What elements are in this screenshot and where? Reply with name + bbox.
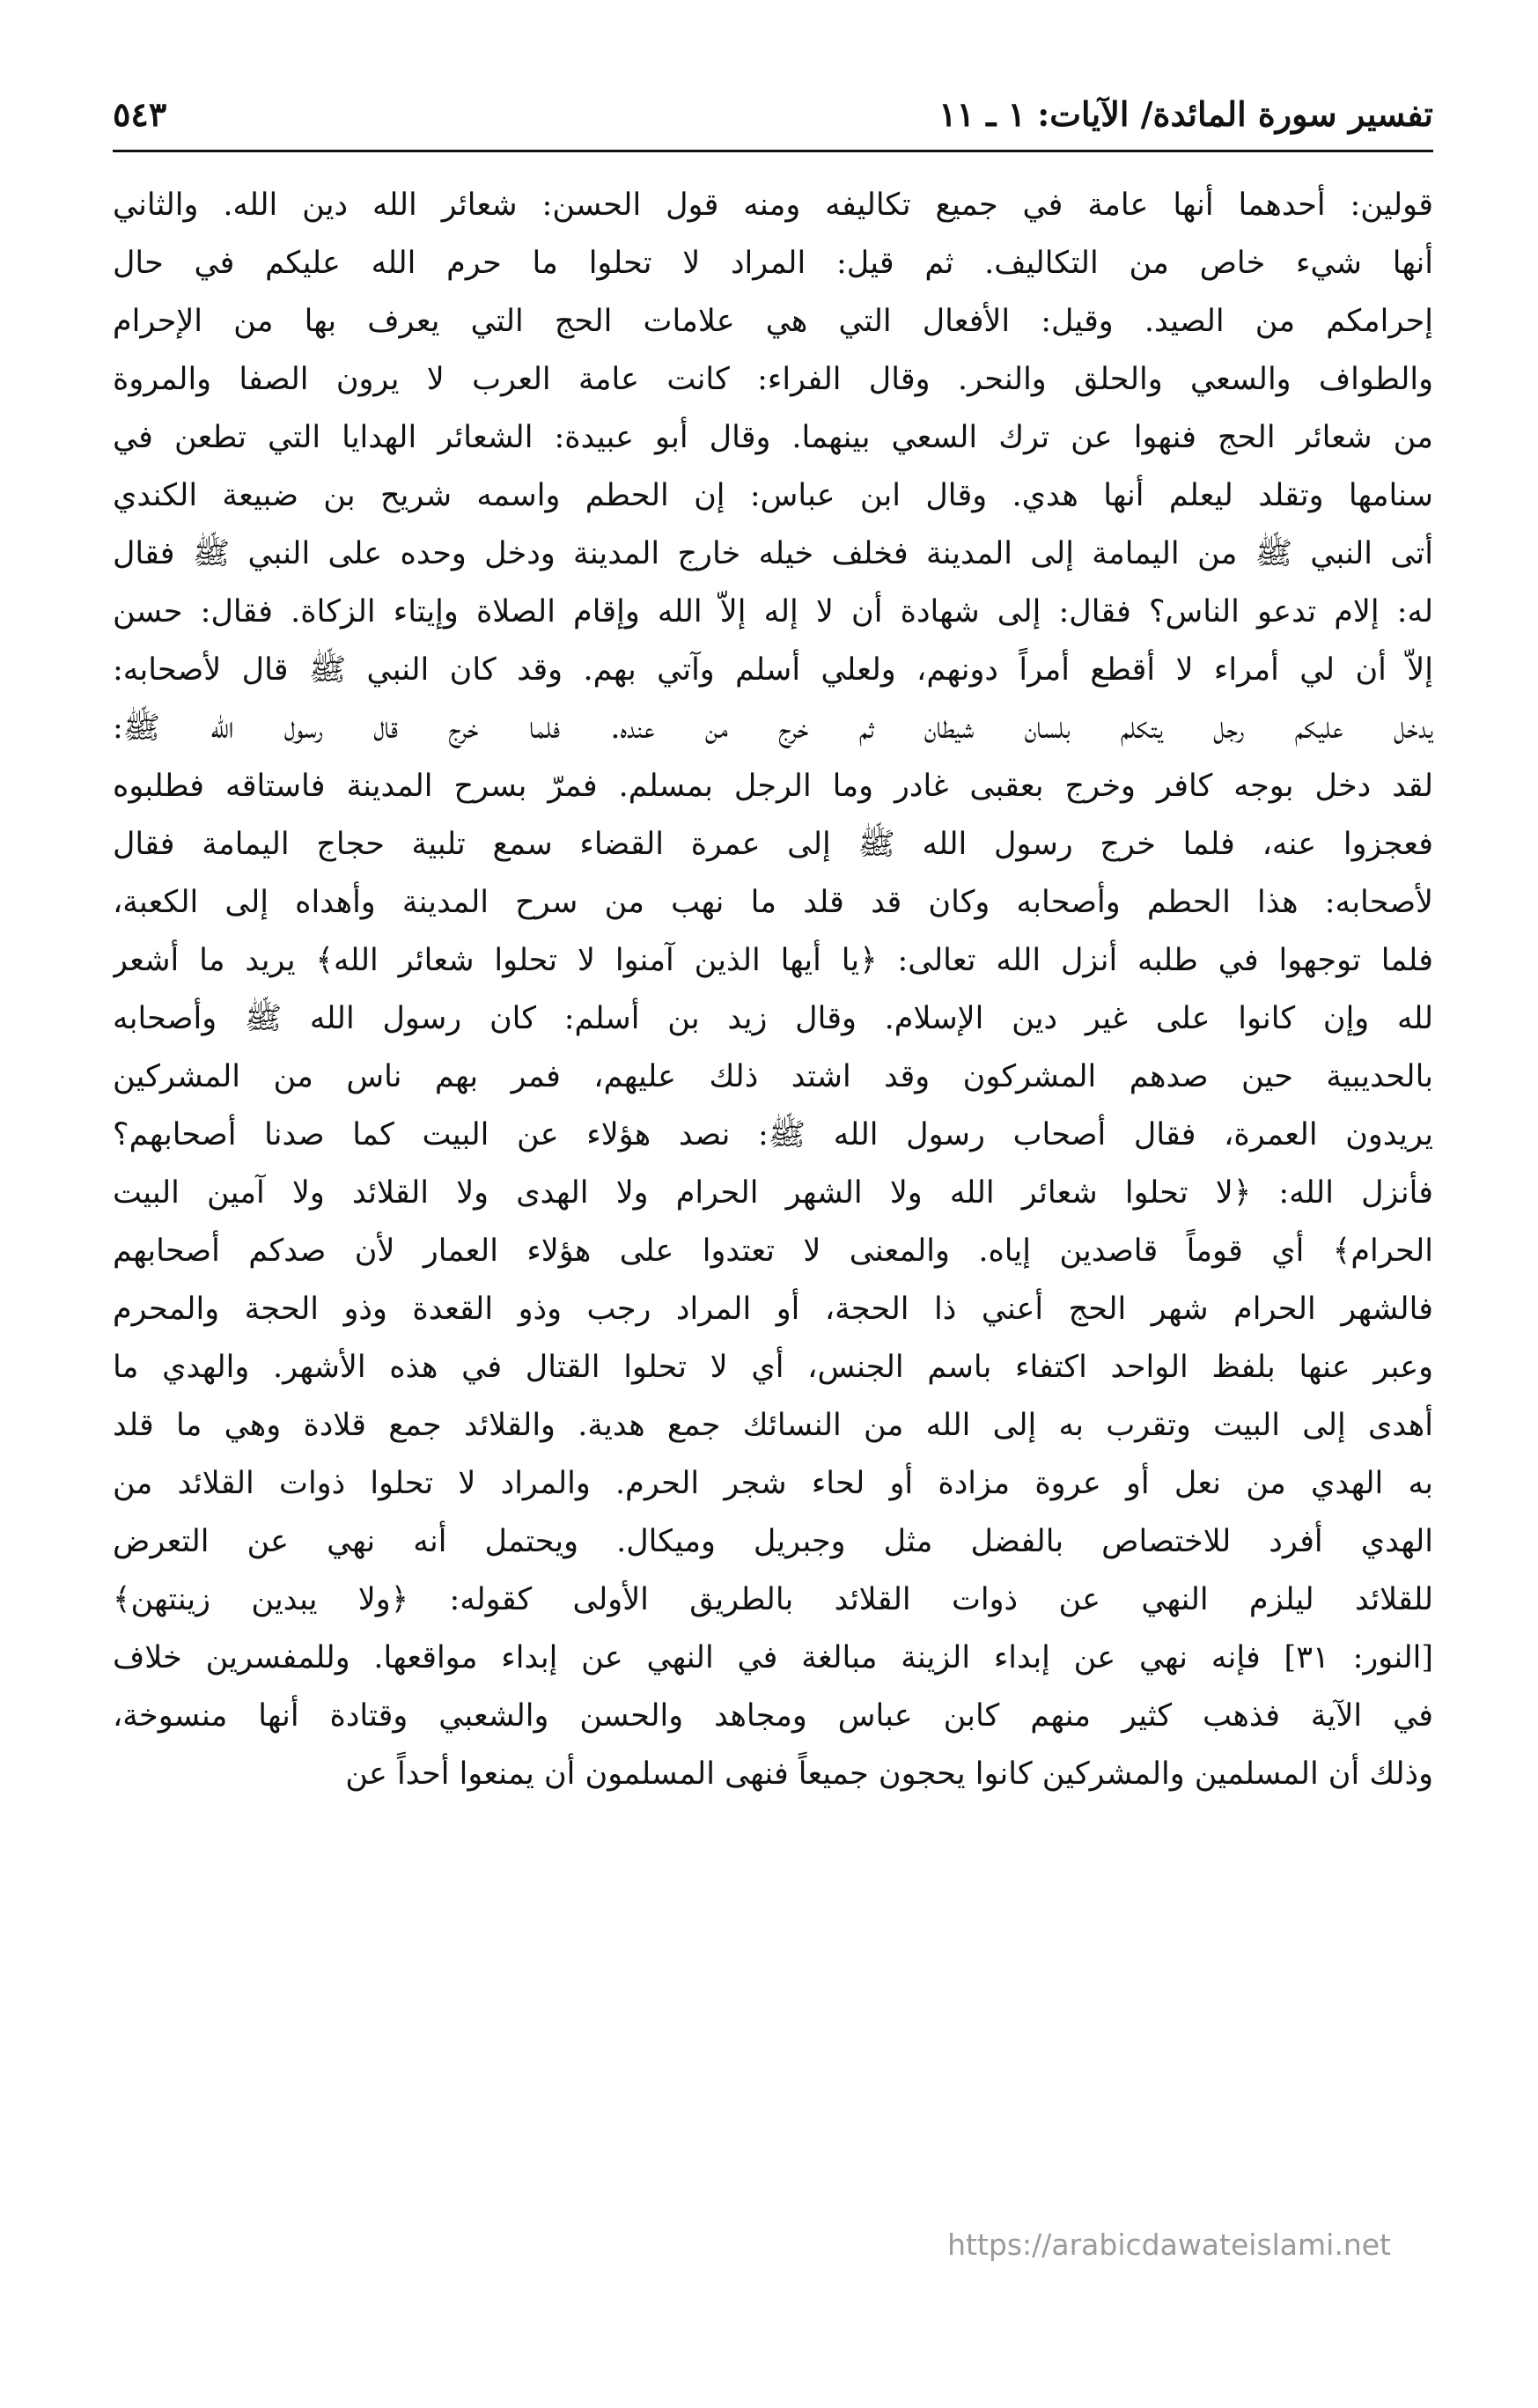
text-line: سنامها وتقلد ليعلم أنها هدي. وقال ابن عباس: إن الحطم واسمه شريح بن ضبيعة الكندي xyxy=(113,478,1433,513)
text-line: وذلك أن المسلمين والمشركين كانوا يحجون جميعاً فنهى المسلمون أن يمنعوا أحداً عن xyxy=(345,1756,1433,1792)
text-line: به الهدي من نعل أو عروة مزادة أو لحاء شجر الحرم. والمراد لا تحلوا ذوات القلائد من xyxy=(113,1466,1433,1501)
text-line: للقلائد ليلزم النهي عن ذوات القلائد بالطريق الأولى كقوله: ﴿ولا يبدين زينتهن﴾ xyxy=(113,1582,1433,1617)
text-line: بالحديبية حين صدهم المشركون وقد اشتد ذلك عليهم، فمر بهم ناس من المشركين xyxy=(113,1059,1433,1094)
text-line: لله وإن كانوا على غير دين الإسلام. وقال زيد بن أسلم: كان رسول الله ﷺ وأصحابه xyxy=(113,1001,1433,1036)
header-divider xyxy=(113,150,1433,152)
text-line: وعبر عنها بلفظ الواحد اكتفاء باسم الجنس، أي لا تحلوا القتال في هذه الأشهر. والهدي ما xyxy=(113,1350,1433,1385)
text-line: من شعائر الحج فنهوا عن ترك السعي بينهما. وقال أبو عبيدة: الشعائر الهدايا التي تطعن في xyxy=(113,420,1433,455)
body-text xyxy=(113,176,1433,1803)
text-line: أتى النبي ﷺ من اليمامة إلى المدينة فخلف خيله خارج المدينة ودخل وحده على النبي ﷺ فقال xyxy=(113,536,1433,571)
text-line: أنها شيء خاص من التكاليف. ثم قيل: المراد لا تحلوا ما حرم الله عليكم في حال xyxy=(113,246,1433,281)
text-line: في الآية فذهب كثير منهم كابن عباس ومجاهد والحسن والشعبي وقتادة أنها منسوخة، xyxy=(113,1698,1433,1734)
text-line: فالشهر الحرام شهر الحج أعني ذا الحجة، أو المراد رجب وذو القعدة وذو الحجة والمحرم xyxy=(113,1292,1433,1327)
text-line: [النور: ٣١] فإنه نهي عن إبداء الزينة مبالغة في النهي عن إبداء مواقعها. وللمفسرين خلاف xyxy=(113,1640,1433,1675)
text-line: يدخل عليكم رجل يتكلم بلسان شيطان ثم خرج من عنده. فلما خرج قال رسول الله ﷺ: xyxy=(113,711,1433,746)
running-title: تفسير سورة المائدة/ الآيات: ١ ـ ١١ xyxy=(938,94,1433,134)
page-header xyxy=(113,88,1433,141)
text-line: يريدون العمرة، فقال أصحاب رسول الله ﷺ: نصد هؤلاء عن البيت كما صدنا أصحابهم؟ xyxy=(113,1117,1433,1152)
text-line: له: إلام تدعو الناس؟ فقال: إلى شهادة أن لا إله إلاّ الله وإقام الصلاة وإيتاء الزكاة. فقال: حسن xyxy=(113,594,1433,630)
text-line: أهدى إلى البيت وتقرب به إلى الله من النسائك جمع هدية. والقلائد جمع قلادة وهي ما قلد xyxy=(113,1408,1433,1443)
text-line: فأنزل الله: ﴿لا تحلوا شعائر الله ولا الشهر الحرام ولا الهدى ولا القلائد ولا آمين البيت xyxy=(113,1175,1433,1211)
text-line: فلما توجهوا في طلبه أنزل الله تعالى: ﴿يا أيها الذين آمنوا لا تحلوا شعائر الله﴾ يريد ما أشعر xyxy=(113,943,1433,978)
text-line: الحرام﴾ أي قوماً قاصدين إياه. والمعنى لا تعتدوا على هؤلاء العمار لأن صدكم أصحابهم xyxy=(113,1233,1433,1269)
text-line: لأصحابه: هذا الحطم وأصحابه وكان قد قلد ما نهب من سرح المدينة وأهداه إلى الكعبة، xyxy=(113,885,1433,920)
text-line: الهدي أفرد للاختصاص بالفضل مثل وجبريل وميكال. ويحتمل أنه نهي عن التعرض xyxy=(113,1524,1433,1559)
watermark-url: https://arabicdawateislami.net xyxy=(947,2228,1391,2262)
text-line: إحرامكم من الصيد. وقيل: الأفعال التي هي علامات الحج التي يعرف بها من الإحرام xyxy=(113,304,1433,339)
text-line: لقد دخل بوجه كافر وخرج بعقبى غادر وما الرجل بمسلم. فمرّ بسرح المدينة فاستاقه فطلبوه xyxy=(113,769,1433,804)
text-line: إلاّ أن لي أمراء لا أقطع أمراً دونهم، ولعلي أسلم وآتي بهم. وقد كان النبي ﷺ قال لأصحابه: xyxy=(113,652,1433,688)
text-line: والطواف والسعي والحلق والنحر. وقال الفراء: كانت عامة العرب لا يرون الصفا والمروة xyxy=(113,362,1433,397)
text-line: قولين: أحدهما أنها عامة في جميع تكاليفه ومنه قول الحسن: شعائر الله دين الله. والثاني xyxy=(113,188,1433,223)
page-number: ٥٤٣ xyxy=(113,94,167,134)
text-line: فعجزوا عنه، فلما خرج رسول الله ﷺ إلى عمرة القضاء سمع تلبية حجاج اليمامة فقال xyxy=(113,827,1433,862)
